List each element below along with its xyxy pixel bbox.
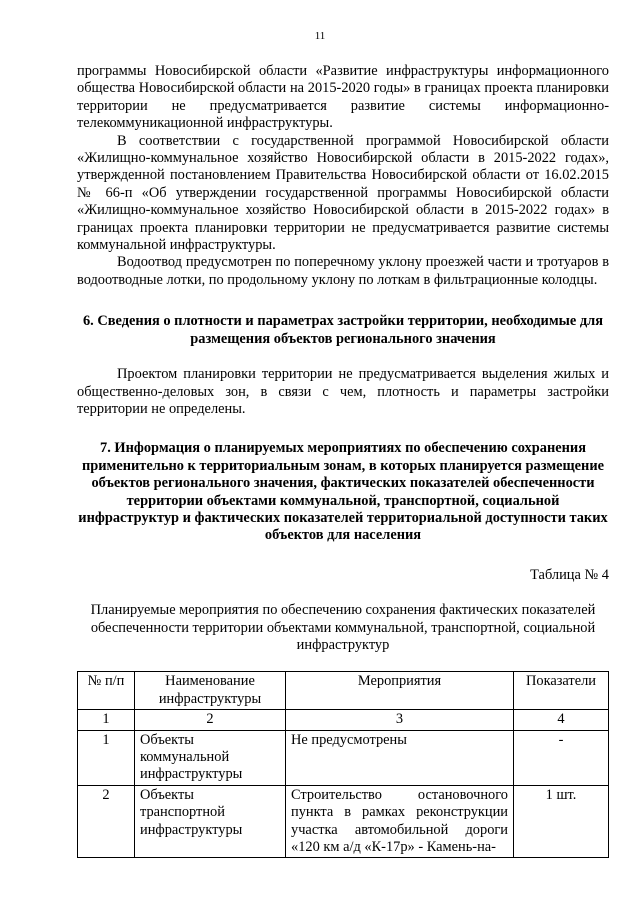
header-number: № п/п (78, 672, 135, 710)
infrastructure-table (77, 671, 609, 858)
paragraph-continued: программы Новосибирской области «Развитие инфраструктуры информационного общества Новосибирской области на 2015-2020 годы» в границах проекта планировки территории не предусматривается развитие системы информационно-телекоммуникационной инфраструктуры. (77, 63, 609, 132)
row-infrastructure: Объекты транспортной инфраструктуры (135, 785, 286, 858)
table-header-row (78, 672, 609, 710)
paragraph-drainage: Водоотвод предусмотрен по поперечному уклону проезжей части и тротуаров в водоотводные лотки, по продольному уклону по лоткам в фильтрационные колодцы. (77, 254, 609, 288)
row-number: 1 (78, 730, 135, 785)
row-number: 2 (78, 785, 135, 858)
row-indicator: - (514, 730, 609, 785)
section-6-heading: 6. Сведения о плотности и параметрах застройки территории, необходимые для размещения объектов регионального значения (82, 313, 604, 347)
table-caption: Планируемые мероприятия по обеспечению сохранения фактических показателей обеспеченности территории объектами коммунальной, транспортной, социальной инфраструктур (90, 602, 596, 653)
numbering-cell: 4 (514, 710, 609, 730)
section-7-heading: 7. Информация о планируемых мероприятиях по обеспечению сохранения применительно к территориальным зонам, в которых планируется размещение объектов регионального значения, фактических показателей обеспеченности территории объектами коммунальной, транспортной, социальной инфраструктур и фактических показателей территориальной доступности таких объектов для населения (78, 440, 608, 544)
section-6-text: Проектом планировки территории не предусматривается выделения жилых и общественно-деловых зон, в связи с чем, плотность и параметры застройки территории не определены. (77, 366, 609, 417)
table-label: Таблица № 4 (530, 566, 609, 583)
header-indicators: Показатели (514, 672, 609, 710)
row-indicator: 1 шт. (514, 785, 609, 858)
paragraph-housing-program: В соответствии с государственной программой Новосибирской области «Жилищно-коммунальное хозяйство Новосибирской области в 2015-2022 годах», утвержденной постановлением Правительства Новосибирской области от 16.02.2015 № 66-п «Об утверждении государственной программы Новосибирской области «Жилищно-коммунальное хозяйство Новосибирской области в 2015-2022 годах» в границах проекта планировки территории не предусматривается развитие системы коммунальной инфраструктуры. (77, 132, 609, 254)
table-row (78, 785, 609, 858)
row-measures: Не предусмотрены (286, 730, 514, 785)
document-body (77, 63, 609, 858)
table-row (78, 730, 609, 785)
header-infrastructure: Наименование инфраструктуры (135, 672, 286, 710)
row-measures: Строительство остановочного пункта в рамках реконструкции участка автомобильной дороги «120 км а/д «К-17р» - Камень-на- (286, 785, 514, 858)
numbering-cell: 1 (78, 710, 135, 730)
page-number: 11 (314, 30, 326, 42)
numbering-cell: 3 (286, 710, 514, 730)
numbering-cell: 2 (135, 710, 286, 730)
table-numbering-row (78, 710, 609, 730)
row-infrastructure: Объекты коммунальной инфраструктуры (135, 730, 286, 785)
header-measures: Мероприятия (286, 672, 514, 710)
